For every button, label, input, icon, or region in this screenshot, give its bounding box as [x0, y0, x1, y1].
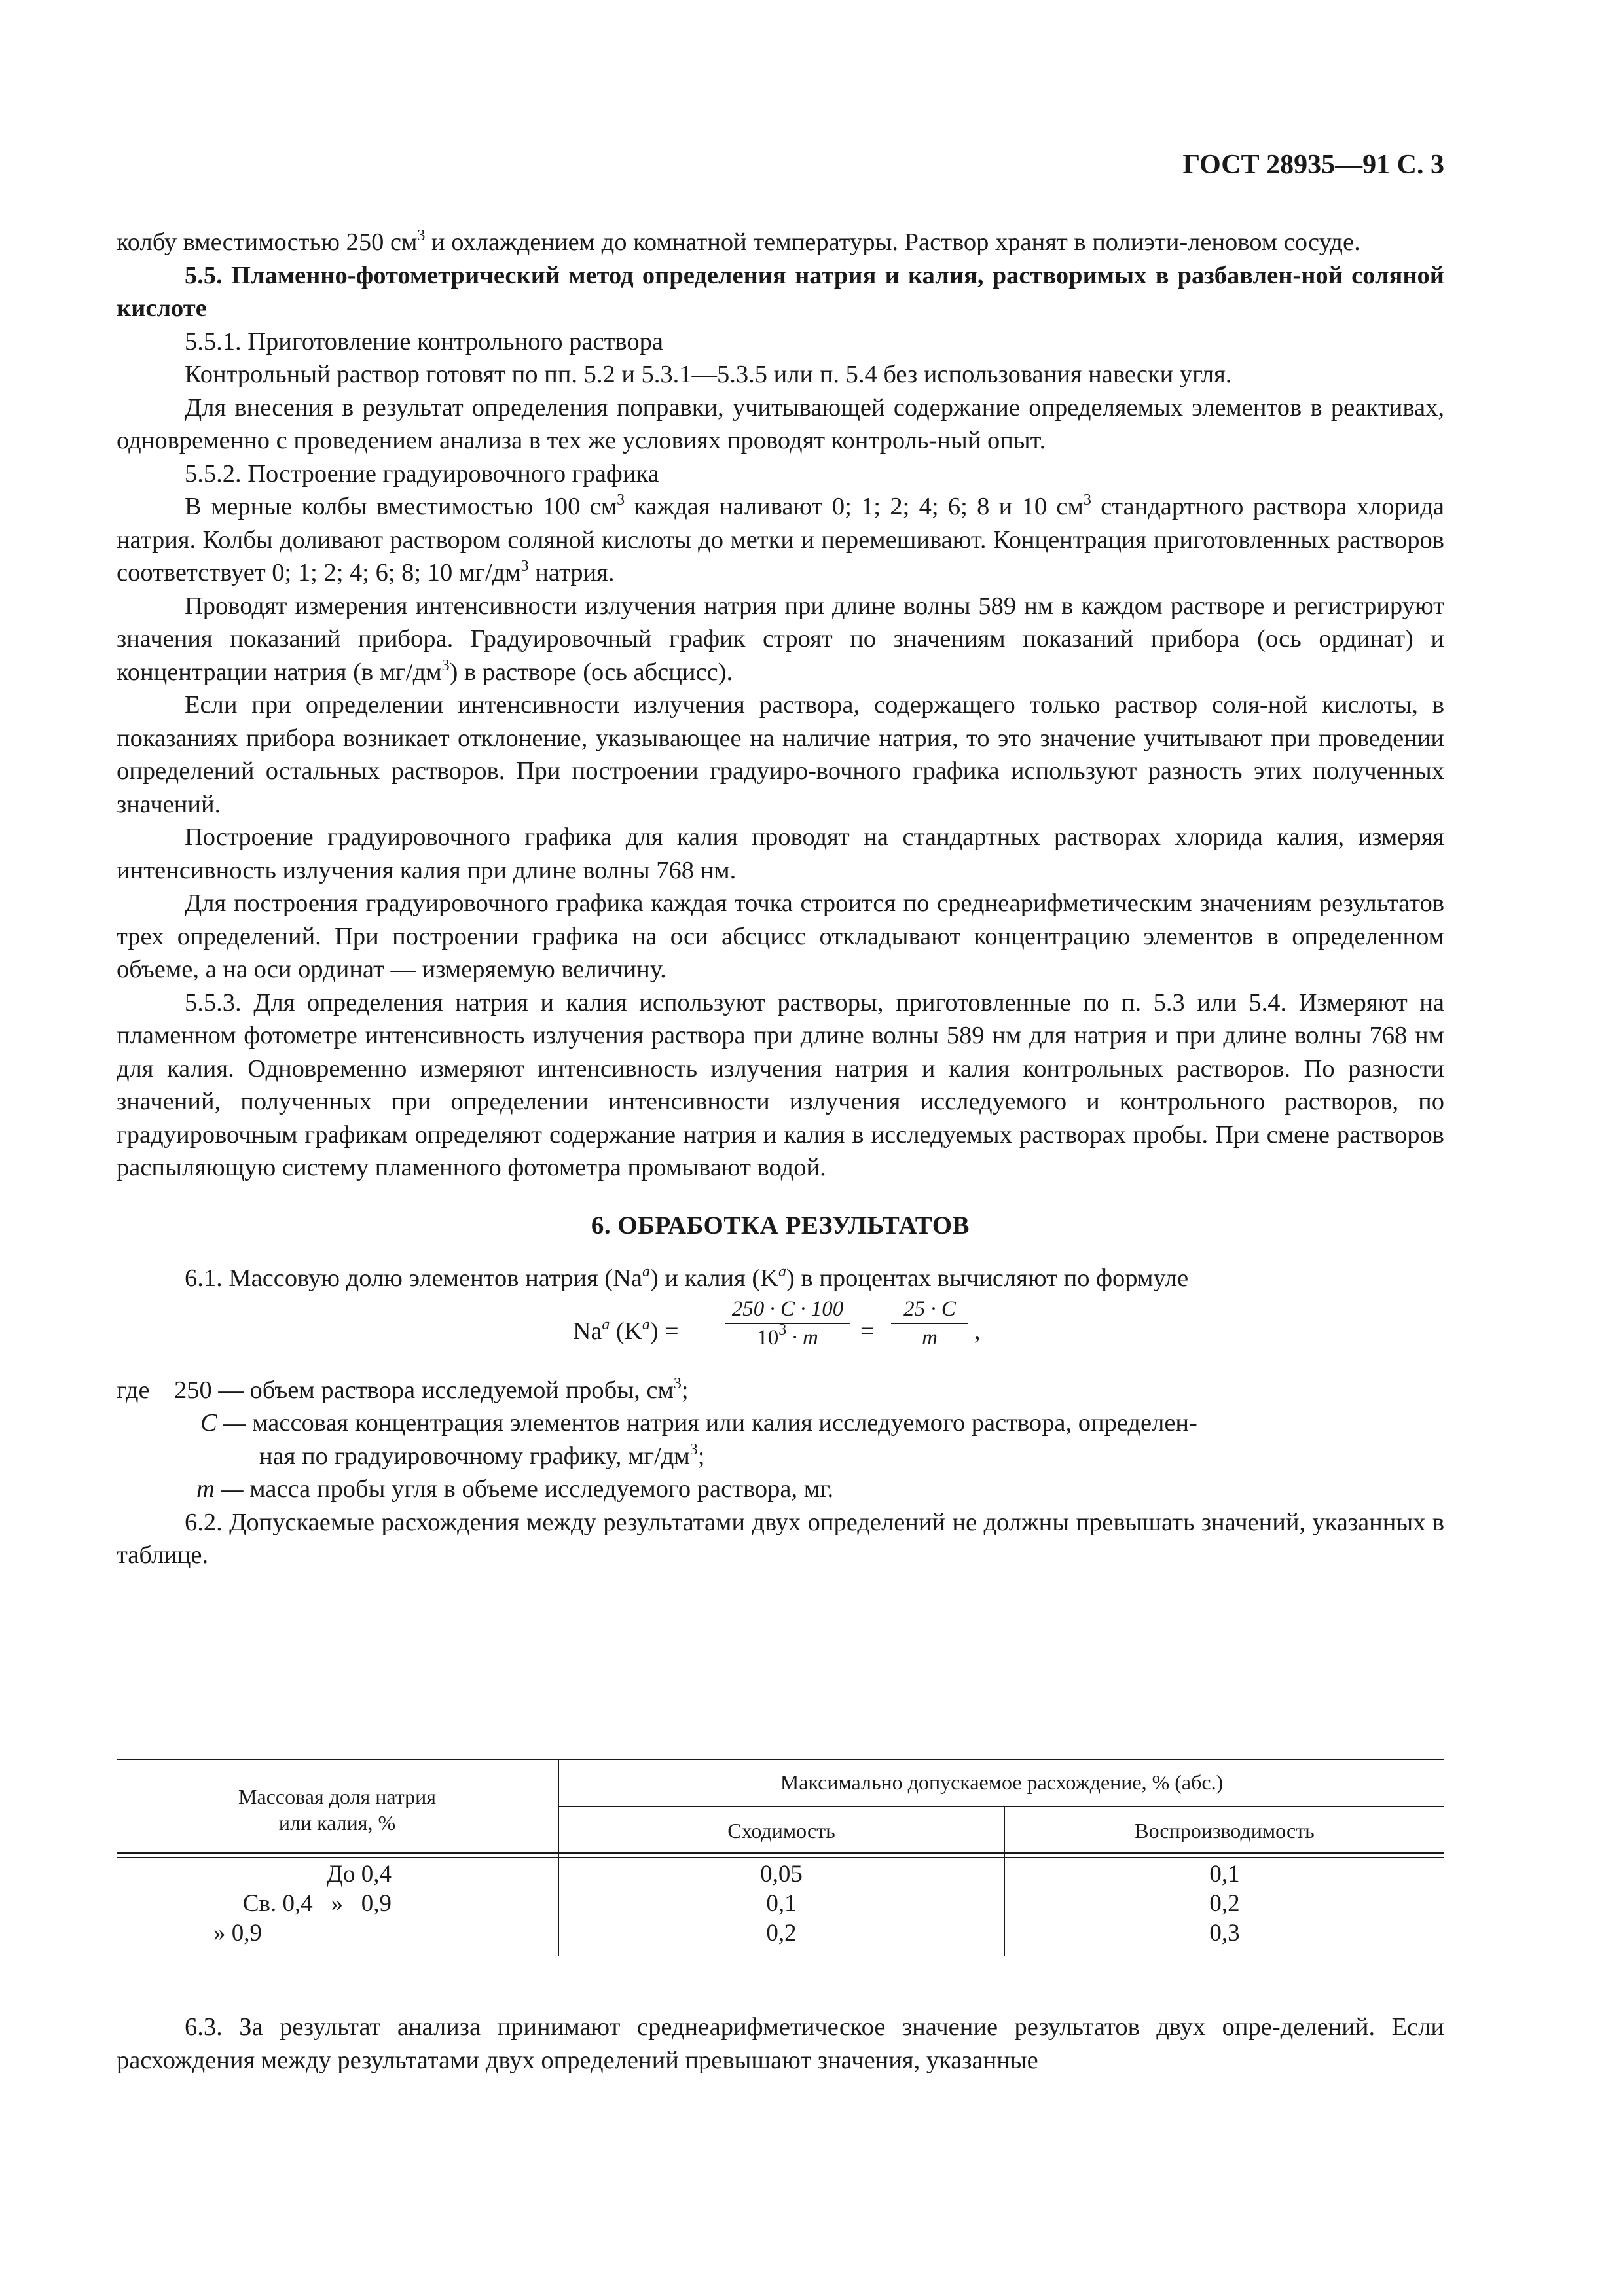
- formula-lhs: Na$^a$ $(K^a)$ =: [573, 1316, 679, 1345]
- subsection-5-5-2: 5.5.2. Построение градуировочного графика: [185, 459, 659, 488]
- paragraph-continuation: колбу вместимостью 250 $см^3$ и охлаждением до комнатной температуры. Раствор хранят в полиэти-леновом сосуде.: [117, 227, 1360, 256]
- formula-equals: =: [860, 1317, 875, 1345]
- paragraph-6-1: 6.1. Массовую долю элементов натрия (Na$^a$) и калия $(K^a)$ в процентах вычисляют по формуле: [185, 1263, 1189, 1292]
- document-body: [117, 226, 1444, 1572]
- paragraph-flasks: В мерные колбы вместимостью 100 $см^3$ каждая наливают 0; 1; 2; 4; 6; 8 и 10 $см^3$ стандартного раствора хлорида натрия. Колбы доливают раствором соляной кислоты до метки и перемешивают. Концентрация приготовленных растворов соответствует 0; 1; 2; 4; 6; 8; 10 $мг/дм^3$ натрия.: [117, 492, 1444, 586]
- table-header-mass-fraction: Массовая доля натрия или калия, %: [238, 1785, 436, 1835]
- formula-fraction-2: $\frac{25 \cdot C}{m}$: [891, 1295, 968, 1352]
- legend-row-mass: m — масса пробы угля в объеме исследуемого раствора, мг.: [196, 1475, 834, 1503]
- paragraph-6-3-wrapper: [117, 2011, 1444, 2077]
- paragraph-correction: Для внесения в результат определения поправки, учитывающей содержание определяемых элементов в реактивах, одновременно с проведением анализа в тех же условиях проводят контроль-ный опыт.: [117, 393, 1444, 454]
- section-5-5-heading: 5.5. Пламенно-фотометрический метод определения натрия и калия, растворимых в разбавлен-ной соляной кислоте: [117, 261, 1444, 322]
- paragraph-6-3: 6.3. За результат анализа принимают среднеарифметическое значение результатов двух опре-делений. Если расхождения между результатами двух определений превышают значения, указанные: [117, 2013, 1444, 2074]
- table-header-reproducibility: Воспроизводимость: [1135, 1819, 1315, 1842]
- formula-fraction-1: $\frac{250 \cdot C \cdot 100}{10^3 \cdot m}$: [725, 1295, 850, 1352]
- paragraph-control-solution: Контрольный раствор готовят по пп. 5.2 и 5.3.1—5.3.5 или п. 5.4 без использования навески угля.: [185, 361, 1232, 388]
- paragraph-graph-points: Для построения градуировочного графика каждая точка строится по среднеарифметическим значениям результатов трех определений. При построении графика на оси абсцисс откладывают концентрацию элементов в определенном объеме, а на оси ординат — измеряемую величину.: [117, 889, 1444, 983]
- paragraph-measurement: Проводят измерения интенсивности излучения натрия при длине волны 589 нм в каждом растворе и регистрируют значения показаний прибора. Градуировочный график строят по значениям показаний прибора (ось ординат) и концентрации натрия (в $мг/дм^3$) в растворе (ось абсцисс).: [117, 592, 1444, 686]
- paragraph-potassium-graph: Построение градуировочного графика для калия проводят на стандартных растворах хлорида калия, измеряя интенсивность излучения калия при длине волны 768 нм.: [117, 823, 1444, 884]
- legend-row-concentration: C — массовая концентрация элементов натрия или калия исследуемого раствора, определен- ная по градуировочному графику, $мг/дм^3$;: [200, 1409, 1197, 1470]
- document-header: ГОСТ 28935—91 С. 3: [1182, 150, 1444, 180]
- formula-legend: [117, 1374, 1444, 1506]
- section-6-title: 6. ОБРАБОТКА РЕЗУЛЬТАТОВ: [591, 1211, 970, 1240]
- table-header-max-deviation: Максимально допускаемое расхождение, % (абс.): [780, 1770, 1224, 1794]
- paragraph-deviation: Если при определении интенсивности излучения раствора, содержащего только раствор соля-ной кислоты, в показаниях прибора возникает отклонение, указывающее на наличие натрия, то это значение учитывают при проведении определений остальных растворов. При построении градуиро-вочного графика используют разность этих полученных значений.: [117, 691, 1444, 818]
- paragraph-6-2: 6.2. Допускаемые расхождения между результатами двух определений не должны превышать значений, указанных в таблице.: [117, 1508, 1444, 1569]
- legend-row-volume: где 250 — объем раствора исследуемой пробы, $см^3$;: [117, 1374, 689, 1404]
- subsection-5-5-1: 5.5.1. Приготовление контрольного раствора: [185, 327, 663, 355]
- table-header-repeatability: Сходимость: [727, 1819, 835, 1842]
- formula-mass-fraction: Na$^a$ $(K^a)$ = $\frac{250 \cdot C \cdot 100}{10^3 \cdot m}$ = $\frac{25 \cdot C}{m}$ ,: [117, 1295, 1444, 1374]
- subsection-5-5-3: 5.5.3. Для определения натрия и калия используют растворы, приготовленные по п. 5.3 или 5.4. Измеряют на пламенном фотометре интенсивность излучения раствора при длине волны 589 нм для натрия и при длине волны 768 нм для калия. Одновременно измеряют интенсивность излучения натрия и калия контрольных растворов. По разности значений, полученных при определении интенсивности излучения исследуемого и контрольного растворов, по градуировочным графикам определяют содержание натрия и калия в исследуемых растворах пробы. При смене растворов распыляющую систему пламенного фотометра промывают водой.: [117, 988, 1444, 1181]
